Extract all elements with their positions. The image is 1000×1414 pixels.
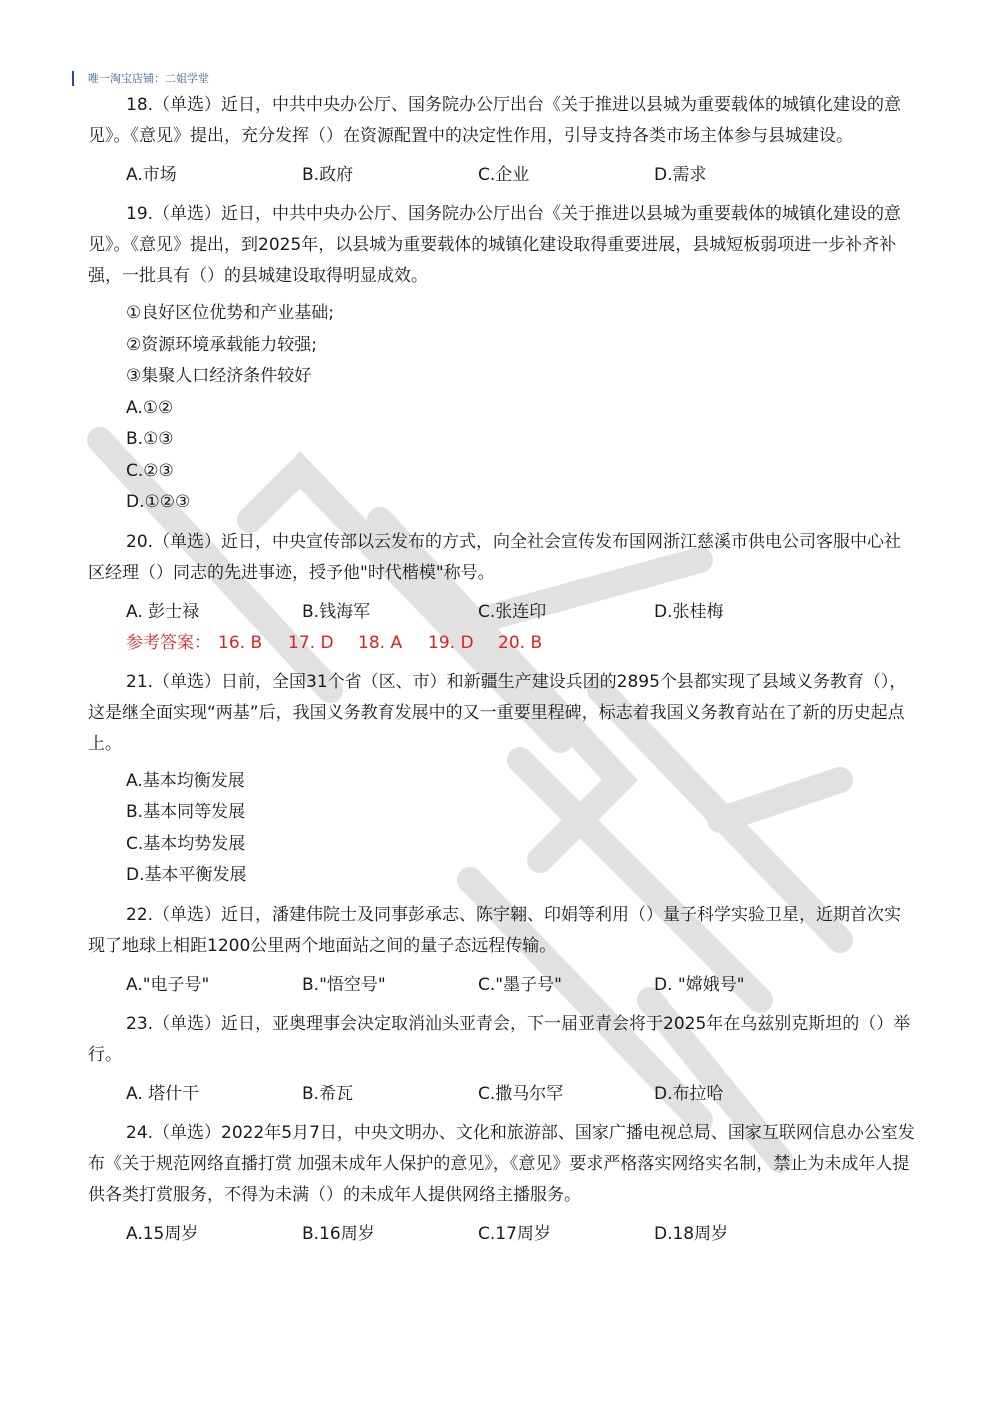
list-item: ②资源环境承载能力较强; — [126, 334, 317, 355]
question-24 — [88, 1118, 918, 1250]
question-text: 23.（单选）近日，亚奥理事会决定取消汕头亚青会，下一届亚青会将于2025年在乌兹别克斯坦的（）举行。 — [88, 1013, 911, 1065]
question-22 — [88, 900, 918, 1001]
option-c: C."墨子号" — [478, 974, 562, 995]
options — [88, 1079, 918, 1110]
answer-item: 17. D — [288, 632, 334, 653]
option-c: C.②③ — [126, 460, 174, 481]
option-c: C.企业 — [478, 165, 530, 185]
option-a: A. 塔什干 — [126, 1083, 200, 1104]
answer-item: 20. B — [498, 632, 543, 653]
option-a: A.①② — [126, 397, 174, 418]
answer-key — [88, 628, 918, 659]
option-b: B.①③ — [126, 429, 174, 449]
option-b: B.基本同等发展 — [126, 802, 246, 822]
option-b: B.希瓦 — [302, 1083, 354, 1104]
option-d: D.需求 — [654, 165, 707, 185]
option-d: D.张桂梅 — [654, 601, 724, 622]
option-c: C.撒马尔罕 — [478, 1083, 564, 1104]
option-c: C.17周岁 — [478, 1223, 551, 1244]
option-d: D.基本平衡发展 — [126, 865, 247, 885]
question-text: 20.（单选）近日，中央宣传部以云发布的方式，向全社会宣传发布国网浙江慈溪市供电公司客服中心社区经理（）同志的先进事迹，授予他"时代楷模"称号。 — [88, 531, 902, 583]
question-20 — [88, 527, 918, 628]
option-d: D. "嫦娥号" — [654, 974, 745, 995]
options — [88, 160, 918, 191]
question-23 — [88, 1009, 918, 1110]
option-c: C.基本均势发展 — [126, 833, 246, 854]
answer-item: 16. B — [218, 632, 263, 653]
options — [88, 1219, 918, 1250]
question-21 — [88, 667, 918, 892]
question-text: 18.（单选）近日，中共中央办公厅、国务院办公厅出台《关于推进以县城为重要载体的城镇化建设的意见》。《意见》提出，充分发挥（）在资源配置中的决定性作用，引导支持各类市场主体参与县城建设。 — [88, 95, 902, 146]
option-b: B.钱海军 — [302, 601, 371, 622]
item-list — [88, 298, 918, 393]
question-text: 22.（单选）近日，潘建伟院士及同事彭承志、陈宇翱、印娟等利用（）量子科学实验卫星，近期首次实现了地球上相距1200公里两个地面站之间的量子态远程传输。 — [88, 904, 902, 956]
shop-label: 唯一淘宝店铺：二姐学堂 — [88, 72, 209, 85]
list-item: ①良好区位优势和产业基础; — [126, 303, 334, 323]
option-d: D.18周岁 — [654, 1223, 729, 1244]
option-d: D.布拉哈 — [654, 1083, 724, 1104]
option-d: D.①②③ — [126, 492, 191, 512]
option-c: C.张连印 — [478, 601, 547, 622]
option-b: B.16周岁 — [302, 1223, 375, 1244]
question-text: 24.（单选）2022年5月7日，中央文明办、文化和旅游部、国家广播电视总局、国家互联网信息办公室发布《关于规范网络直播打赏 加强未成年人保护的意见》，《意见》要求严格落实网络实名制，禁止为未成年人提供各类打赏服务，不得为未满（）的未成年人提供网络主播服务。 — [88, 1122, 915, 1205]
question-text: 19.（单选）近日，中共中央办公厅、国务院办公厅出台《关于推进以县城为重要载体的城镇化建设的意见》。《意见》提出，到2025年，以县城为重要载体的城镇化建设取得重要进展，县城短板弱项进一步补齐补强，一批具有（）的县城建设取得明显成效。 — [88, 204, 902, 286]
option-a: A.基本均衡发展 — [126, 770, 245, 791]
question-list — [88, 90, 918, 1250]
question-text: 21.（单选）日前，全国31个省（区、市）和新疆生产建设兵团的2895个县都实现了县域义务教育（），这是继全面实现“两基”后，我国义务教育发展中的又一重要里程碑，标志着我国义务教育站在了新的历史起点上。 — [88, 671, 907, 754]
option-b: B."悟空号" — [302, 974, 386, 995]
option-a: A.15周岁 — [126, 1223, 199, 1244]
options — [88, 970, 918, 1001]
answer-item: 19. D — [428, 632, 474, 653]
header-accent-bar — [72, 71, 74, 86]
question-19 — [88, 199, 918, 519]
list-item: ③集聚人口经济条件较好 — [126, 366, 312, 386]
answer-key-label: 参考答案： — [126, 632, 211, 653]
option-a: A. 彭士禄 — [126, 601, 200, 622]
option-a: A."电子号" — [126, 974, 210, 995]
options — [88, 597, 918, 628]
option-b: B.政府 — [302, 165, 354, 185]
page-header — [72, 70, 209, 86]
answer-item: 18. A — [358, 632, 403, 653]
option-a: A.市场 — [126, 165, 177, 185]
question-18 — [88, 90, 918, 191]
options — [88, 393, 918, 519]
options — [88, 766, 918, 892]
